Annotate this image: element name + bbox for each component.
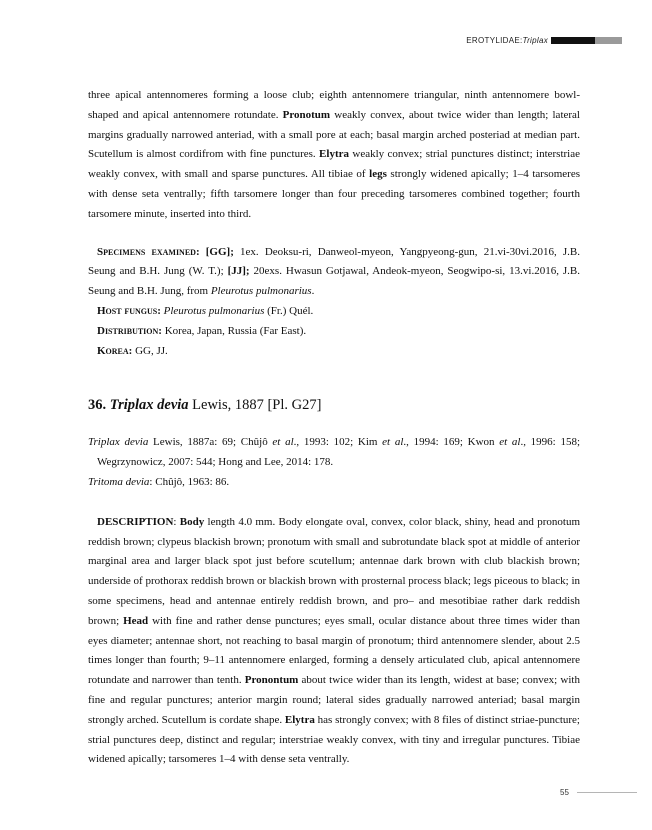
paragraph-continued-description: three apical antennomeres forming a loose club; eighth antennomere triangular, ninth antennomere bowl-shaped and apical antennomere rotundate. Pronotum weakly convex, about twice wider than length; lateral margins gradually narrowed anteriad, with a small pore at each; basal margin arched posteriad at median part. Scutellum is almost cordifrom with fine punctures. Elytra weakly convex; strial punctures distinct; interstriae weakly convex, with small and sparse punctures. All tibiae of legs strongly widened apically; 1–4 tarsomeres with dense seta ventrally; fifth tarsomere longer than four preceding tarsomeres combined together; fourth tarsomere minute, inserted into third. — [88, 89, 580, 220]
distribution: Distribution: Korea, Japan, Russia (Far East). — [97, 324, 307, 337]
footer-rule — [577, 792, 637, 793]
page-footer — [560, 788, 637, 797]
korea-localities: Korea: GG, JJ. — [97, 344, 168, 357]
page-body — [88, 86, 580, 770]
species-heading: 36. Triplax devia Lewis, 1887 [Pl. G27] — [88, 397, 322, 414]
specimens-examined: Specimens examined: [GG]; 1ex. Deoksu-ri, Danweol-myeon, Yangpyeong-gun, 21.vi-30vi.2016, J.B. Seung and B.H. Jung (W. T.); [JJ]; 20exs. Hwasun Gotjawal, Andeok-myeon, Seogwipo-si, 13.vi.2016, J.B. Seung and B.H. Jung, from Pleurotus pulmonarius. — [88, 245, 581, 298]
running-header — [466, 36, 622, 45]
synonym-entry: Triplax devia Lewis, 1887a: 69; Chûjô et al., 1993: 102; Kim et al., 1994: 169; Kwon et al., 1996: 158; Wegrzynowicz, 2007: 544; Hong and Lee, 2014: 178. — [88, 436, 581, 469]
header-genus: Triplax — [522, 36, 548, 45]
header-bar — [551, 37, 622, 44]
host-fungus: Host fungus: Pleurotus pulmonarius (Fr.) Quél. — [97, 304, 314, 317]
synonymy-list — [88, 433, 580, 492]
page-number: 55 — [560, 788, 569, 797]
header-family: EROTYLIDAE: — [466, 36, 523, 45]
synonym-entry: Tritoma devia: Chûjô, 1963: 86. — [88, 475, 230, 488]
description-paragraph: DESCRIPTION: Body length 4.0 mm. Body elongate oval, convex, color black, shiny, head and pronotum reddish brown; clypeus blackish brown; pronotum with small and subrotundate black spot at middle of anterior marginal area and larger black spot just before scutellum; antennae dark brown with club blackish brown; underside of prothorax reddish brown or blackish brown with prosternal process black; legs piceous to black; in some specimens, head and antennae entirely reddish brown, and pro– and mesotibiae rather dark reddish brown; Head with fine and rather dense punctures; eyes small, ocular distance about three times wider than eyes diameter; antennae short, not reaching to basal margin of pronotum; third antennomere slender, about 2.5 times longer than fourth; 9–11 antennomere enlarged, forming a densely articulated club, apical antennomere rotundate and narrower than tenth. Pronontum about twice wider than its length, widest at base; convex; with fine and regular punctures; anterior margin round; lateral sides gradually narrowed anteriad; basal margin strongly arched. Scutellum is cordate shape. Elytra has strongly convex; with 8 files of distinct striae-puncture; strial punctures deep, distinct and regular; interstriae weakly convex, with tiny and irregular punctures. Tibiae widened apically; tarsomeres 1–4 with dense seta ventrally. — [88, 515, 580, 766]
